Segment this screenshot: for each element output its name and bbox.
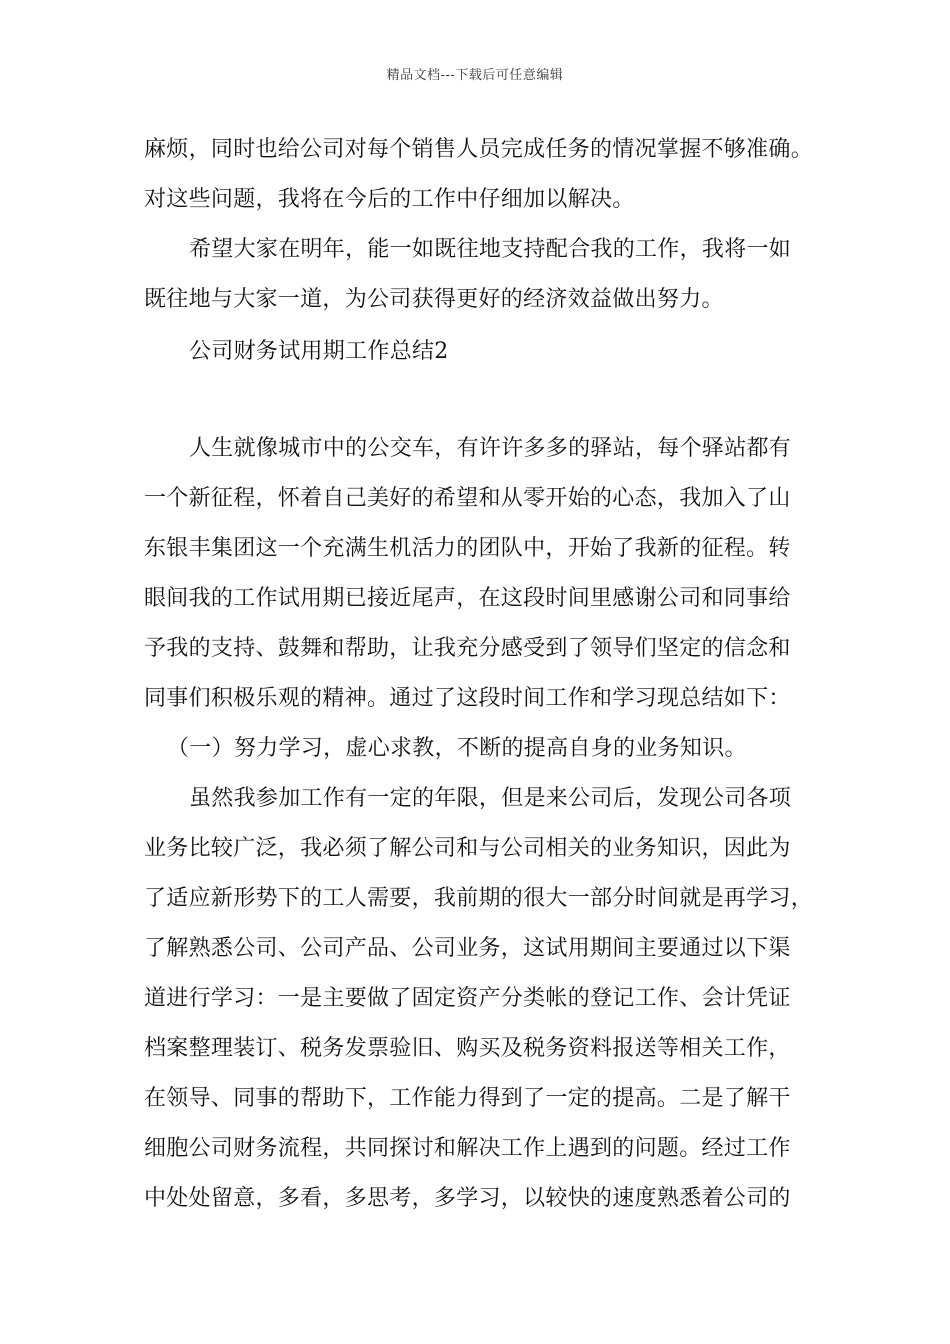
text-line: 人生就像城市中的公交车，有许许多多的驿站，每个驿站都有 bbox=[189, 436, 792, 461]
text-line: 档案整理装订、税务发票验旧、购买及税务资料报送等相关工作， bbox=[144, 1036, 791, 1061]
text-line: 业务比较广泛，我必须了解公司和与公司相关的业务知识，因此为 bbox=[144, 836, 791, 861]
page-header: 精品文档---下载后可任意编辑 bbox=[386, 68, 564, 83]
text-line: 予我的支持、鼓舞和帮助，让我充分感受到了领导们坚定的信念和 bbox=[144, 636, 791, 661]
text-line: 细胞公司财务流程，共同探讨和解决工作上遇到的问题。经过工作 bbox=[144, 1136, 791, 1161]
text-line: 对这些问题，我将在今后的工作中仔细加以解决。 bbox=[144, 187, 635, 212]
text-line: 既往地与大家一道，为公司获得更好的经济效益做出努力。 bbox=[144, 287, 724, 312]
text-line: 一个新征程，怀着自己美好的希望和从零开始的心态，我加入了山 bbox=[144, 486, 791, 511]
text-line: 同事们积极乐观的精神。通过了这段时间工作和学习现总结如下： bbox=[144, 686, 791, 711]
text-line: 麻烦，同时也给公司对每个销售人员完成任务的情况掌握不够准确。 bbox=[144, 137, 814, 162]
text-line: 眼间我的工作试用期已接近尾声，在这段时间里感谢公司和同事给 bbox=[144, 586, 791, 611]
text-line: 中处处留意，多看，多思考，多学习，以较快的速度熟悉着公司的 bbox=[144, 1186, 791, 1211]
section-heading: 公司财务试用期工作总结2 bbox=[189, 339, 449, 364]
text-line: 了适应新形势下的工人需要，我前期的很大一部分时间就是再学习， bbox=[144, 886, 814, 911]
text-line: 在领导、同事的帮助下，工作能力得到了一定的提高。二是了解干 bbox=[144, 1086, 791, 1111]
text-line: 东银丰集团这一个充满生机活力的团队中，开始了我新的征程。转 bbox=[144, 536, 791, 561]
subsection-heading: （一）努力学习，虚心求教，不断的提高自身的业务知识。 bbox=[167, 736, 747, 761]
text-line: 虽然我参加工作有一定的年限，但是来公司后，发现公司各项 bbox=[189, 786, 792, 811]
text-line: 了解熟悉公司、公司产品、公司业务，这试用期间主要通过以下渠 bbox=[144, 936, 791, 961]
text-line: 希望大家在明年，能一如既往地支持配合我的工作，我将一如 bbox=[189, 237, 792, 262]
text-line: 道进行学习：一是主要做了固定资产分类帐的登记工作、会计凭证 bbox=[144, 986, 791, 1011]
